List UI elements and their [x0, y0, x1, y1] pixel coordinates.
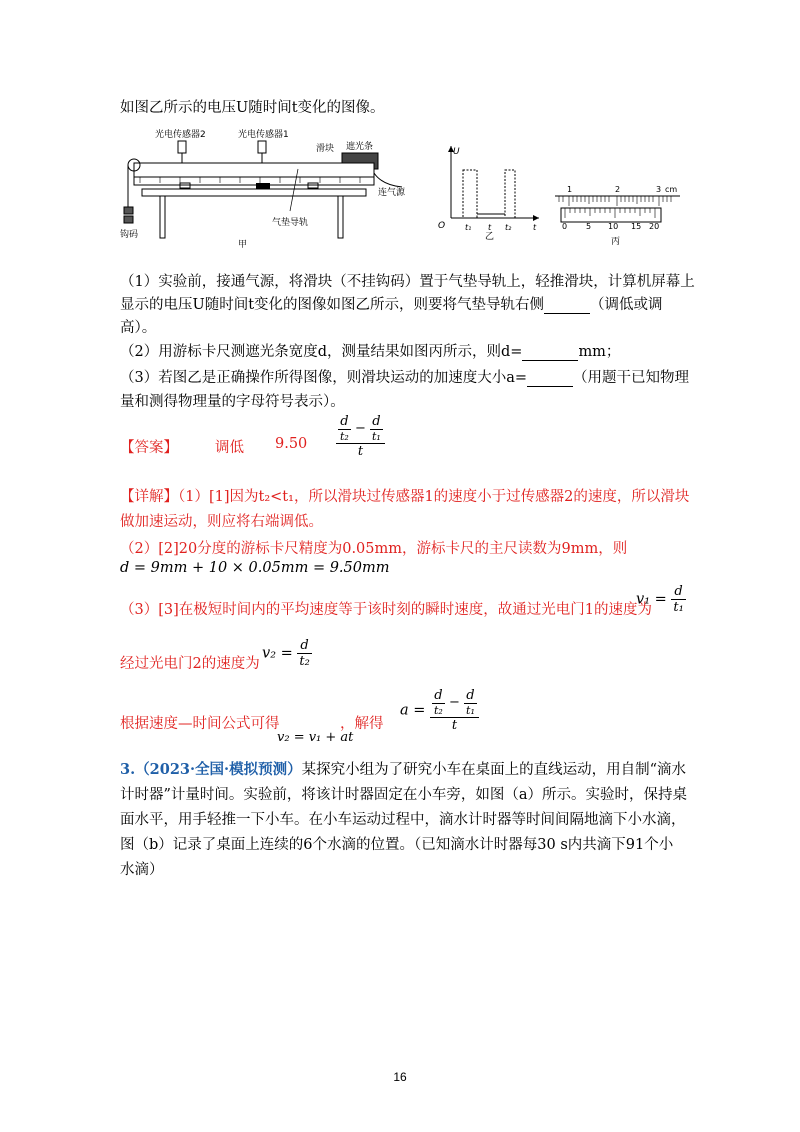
- graph-t2-label: t₂: [505, 223, 512, 232]
- q3-next-line-4: 图（b）记录了桌面上连续的6个水滴的位置。（已知滴水计时器每30 s内共滴下91个小: [120, 837, 674, 853]
- sensor1-label: 光电传感器1: [238, 130, 289, 140]
- detail-p5a: 根据速度—时间公式可得: [120, 716, 280, 732]
- caliper-unit: cm: [665, 185, 678, 194]
- caliper-top-3: 3: [656, 185, 662, 194]
- q2-answer-blank[interactable]: [522, 344, 578, 361]
- q3-text-a: （3）若图乙是正确操作所得图像，则滑块运动的加速度大小a=: [120, 370, 528, 386]
- a-fraction: $\frac{d}{\text{t₂}}$ − $\frac{d}{\text{t₁}}$ t: [430, 688, 479, 733]
- graph-caption: 乙: [485, 232, 495, 240]
- answer-value-2: 9.50: [275, 436, 308, 452]
- q1-text-c: （调低或调: [590, 297, 663, 313]
- q3-answer-blank[interactable]: [527, 370, 573, 387]
- graph-t1-label: t₁: [465, 223, 472, 232]
- answer-label: 【答案】: [120, 440, 178, 456]
- page-number: 16: [393, 1070, 407, 1084]
- caliper-figure: [555, 182, 685, 252]
- detail-line-5: 经过光电门2的速度为: [120, 656, 260, 672]
- q3-text-b: （用题干已知物理: [573, 370, 690, 386]
- question-source: （2023·全国·模拟预测）: [135, 761, 302, 778]
- graph-u-label: U: [453, 147, 460, 157]
- detail-line-2: 做加速运动，则应将右端调低。: [120, 514, 323, 530]
- q1-line-3: 高）。: [120, 320, 157, 336]
- answer-formula: [336, 414, 385, 459]
- q3-line-2: 量和测得物理量的字母符号表示）。: [120, 394, 345, 410]
- q1-line-1: （1）实验前，接通气源，将滑块（不挂钩码）置于气垫导轨上，轻推滑块，计算机屏幕上: [120, 274, 695, 290]
- q2-text-a: （2）用游标卡尺测遮光条宽度d，测量结果如图丙所示，则d=: [120, 344, 523, 360]
- q-next-l1: 某探究小组为了研究小车在桌面上的直线运动，用自制“滴水: [301, 762, 687, 778]
- detail-p1a: （1）[1]因为t₂<t₁，所以滑块过传感器1的速度小于过传感器2的速度，所以滑块: [178, 489, 690, 505]
- caliper-bottom-0: 0: [562, 222, 568, 231]
- detail-label: 【详解】: [120, 489, 178, 505]
- graph-t-label: t: [488, 223, 492, 232]
- caliper-top-1: 1: [567, 185, 573, 194]
- q2-line: [120, 340, 620, 361]
- q3-next-line-5: 水滴）: [120, 862, 164, 878]
- q3-line-1: [120, 366, 689, 387]
- q3-next-line-1: [120, 758, 686, 779]
- graph-t-axis-label: t: [533, 223, 537, 232]
- caliper-top-2: 2: [615, 185, 621, 194]
- detail-p5b: ，解得: [340, 716, 384, 732]
- v2-formula: v₂ = $\frac{d}{\text{t₂}}$: [262, 638, 310, 669]
- q1-answer-blank[interactable]: [544, 297, 590, 314]
- detail-line-6: [120, 712, 280, 733]
- detail-line-3: （2）[2]20分度的游标卡尺精度为0.05mm，游标卡尺的主尺读数为9mm，则: [120, 541, 628, 557]
- shade-label: 遮光条: [346, 142, 374, 152]
- detail-line-1: [120, 485, 689, 506]
- weight-label: 钩码: [120, 230, 139, 240]
- answer-value-1: 调低: [215, 440, 244, 456]
- graph-o-label: O: [438, 221, 446, 231]
- detail-line-4: （3）[3]在极短时间内的平均速度等于该时刻的瞬时速度，故通过光电门1的速度为: [120, 602, 652, 618]
- apparatus-caption: 甲: [238, 240, 248, 250]
- sensor2-label: 光电传感器2: [155, 130, 206, 140]
- answer-fraction: $\frac{d}{\text{t₂}}$ − $\frac{d}{\text{t₁}}$ t: [336, 414, 385, 459]
- caliper-bottom-5: 5: [586, 222, 592, 231]
- question-number: 3.: [120, 761, 136, 778]
- caliper-bottom-10: 10: [608, 222, 619, 231]
- u-t-graph: [435, 140, 545, 240]
- detail-equation: d = 9mm + 10 × 0.05mm = 9.50mm: [120, 560, 390, 576]
- air-source-label: 连气源: [378, 188, 406, 198]
- q1-text-b: 显示的电压U随时间t变化的图像如图乙所示，则要将气垫导轨右侧: [120, 297, 545, 313]
- caliper-bottom-20: 20: [649, 222, 660, 231]
- intro-text: 如图乙所示的电压U随时间t变化的图像。: [120, 100, 385, 116]
- q3-next-line-2: 计时器”计量时间。实验前，将该计时器固定在小车旁，如图（a）所示。实验时，保持桌: [120, 787, 688, 803]
- slider-label: 滑块: [316, 144, 335, 154]
- a-formula: a = $\frac{d}{\text{t₂}}$ − $\frac{d}{\text{t₁}}$ t: [400, 688, 479, 733]
- v1-formula: v₁ = $\frac{d}{\text{t₁}}$: [636, 584, 684, 615]
- rail-label: 气垫导轨: [272, 218, 309, 228]
- q1-line-2: [120, 293, 663, 314]
- caliper-caption: 丙: [611, 237, 621, 247]
- q2-text-b: mm；: [578, 344, 621, 360]
- v2-equation: v₂ = v₁ + at: [277, 730, 354, 745]
- caliper-bottom-15: 15: [631, 222, 642, 231]
- q3-next-line-3: 面水平，用手轻推一下小车。在小车运动过程中，滴水计时器等时间间隔地滴下小水滴，: [120, 812, 686, 828]
- apparatus-figure: [120, 125, 425, 250]
